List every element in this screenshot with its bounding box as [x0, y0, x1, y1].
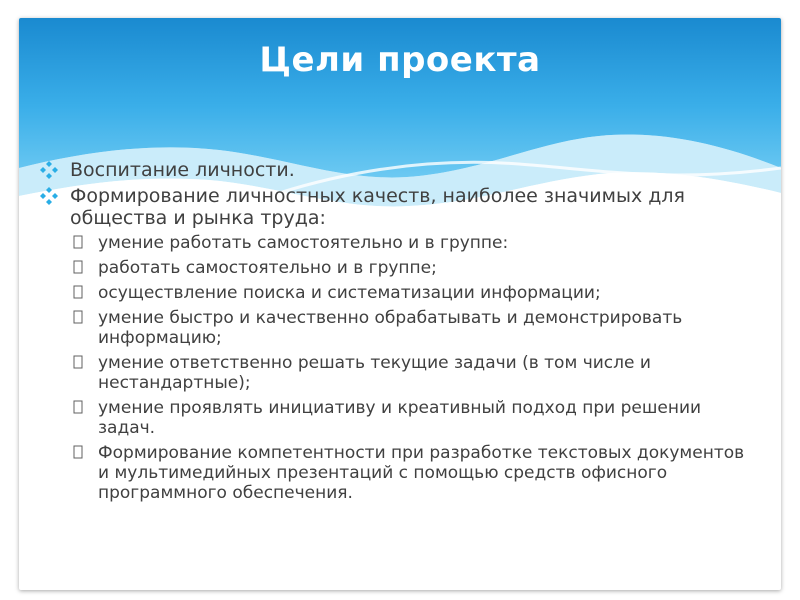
slide-title: Цели проекта	[259, 40, 541, 80]
bullet-list	[37, 159, 757, 508]
list-item-text: умение работать самостоятельно и в группе:	[98, 233, 509, 253]
list-item-text: Воспитание личности.	[70, 159, 295, 181]
slide	[19, 18, 781, 590]
missing-glyph-box-icon	[71, 260, 85, 274]
list-item	[37, 283, 757, 303]
list-item-text: Формирование компетентности при разработке текстовых документов и мультимедийных презентаций с помощью средств офисного программного обеспечения.	[98, 443, 745, 503]
missing-glyph-box-icon	[71, 235, 85, 249]
list-item	[37, 185, 757, 229]
list-item	[37, 398, 757, 438]
list-item	[37, 258, 757, 278]
missing-glyph-box-icon	[71, 445, 85, 459]
list-item-text: умение ответственно решать текущие задачи (в том числе и нестандартные);	[98, 353, 651, 393]
missing-glyph-box-icon	[71, 355, 85, 369]
list-item-text: работать самостоятельно и в группе;	[98, 258, 437, 278]
list-item	[37, 308, 757, 348]
list-item-text: умение проявлять инициативу и креативный подход при решении задач.	[98, 398, 702, 438]
list-item	[37, 443, 757, 503]
four-diamond-bullet-icon	[39, 186, 59, 206]
list-item-text: умение быстро и качественно обрабатывать и демонстрировать информацию;	[98, 308, 683, 348]
missing-glyph-box-icon	[71, 400, 85, 414]
four-diamond-bullet-icon	[39, 160, 59, 180]
missing-glyph-box-icon	[71, 310, 85, 324]
list-item	[37, 159, 757, 181]
missing-glyph-box-icon	[71, 285, 85, 299]
list-item	[37, 233, 757, 253]
list-item-text: Формирование личностных качеств, наиболее значимых для общества и рынка труда:	[70, 185, 685, 229]
list-item-text: осуществление поиска и систематизации информации;	[98, 283, 601, 303]
list-item	[37, 353, 757, 393]
